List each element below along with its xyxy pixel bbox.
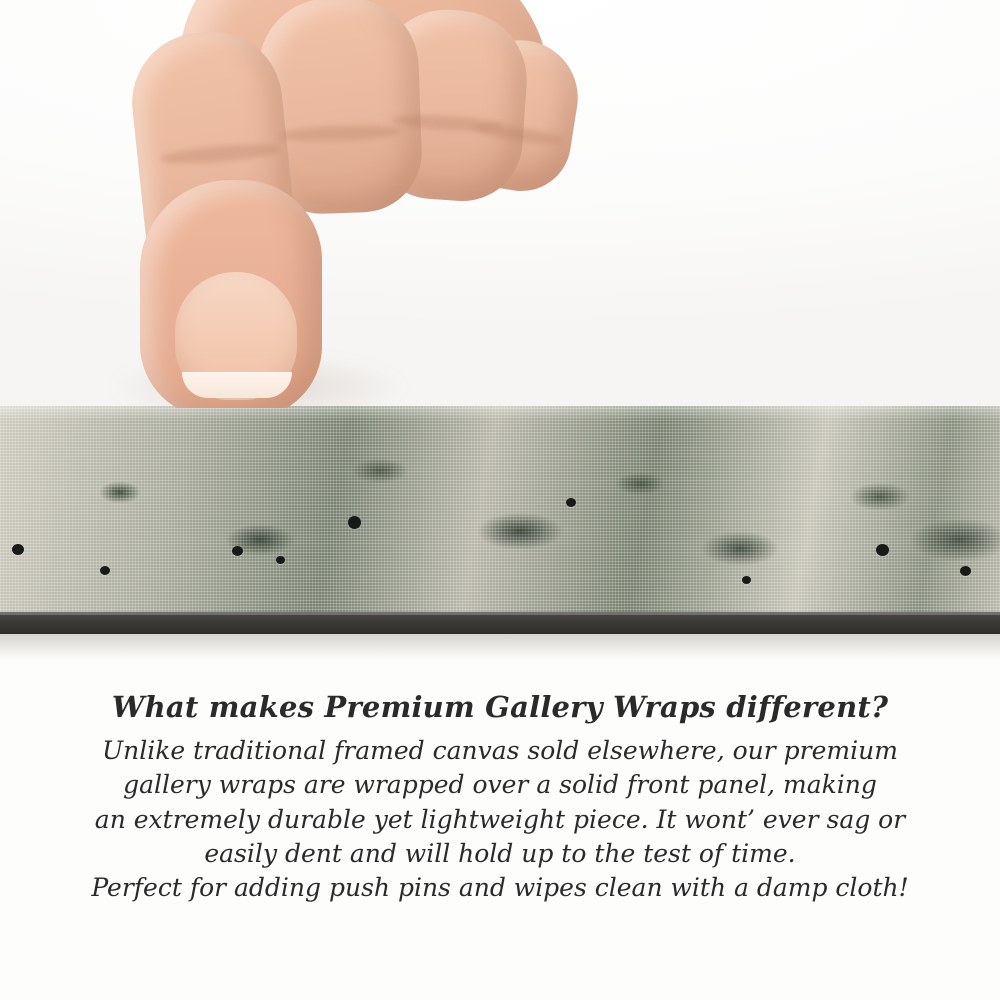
paint-speck (276, 556, 285, 564)
canvas-top-highlight (0, 406, 1000, 420)
caption-line: easily dent and will hold up to the test of time. (204, 838, 796, 868)
paint-speck (232, 546, 243, 556)
paint-speck (100, 566, 110, 575)
paint-speck (960, 566, 971, 576)
caption-heading: What makes Premium Gallery Wraps different? (111, 690, 889, 724)
hand-illustration (120, 0, 560, 408)
paint-speck (566, 498, 576, 507)
paint-speck (12, 544, 24, 555)
caption-line: Unlike traditional framed canvas sold elsewhere, our premium (102, 736, 898, 765)
caption-body (0, 734, 1000, 905)
paint-speck (348, 516, 361, 529)
caption-line: an extremely durable yet lightweight piece. It wont’ ever sag or (94, 804, 906, 834)
paint-speck (742, 576, 751, 584)
canvas-artwork (0, 406, 1000, 622)
paint-speck (876, 544, 889, 556)
caption-line: gallery wraps are wrapped over a solid front panel, making (123, 770, 877, 800)
thumbnail-tip (182, 372, 292, 398)
canvas-artwork-strip (0, 406, 1000, 622)
hand-photo (0, 0, 1000, 408)
thumb (140, 180, 322, 408)
canvas-drop-shadow (0, 634, 1000, 660)
caption-line: Perfect for adding push pins and wipes clean with a damp cloth! (91, 873, 909, 902)
canvas-edge-highlight (0, 612, 1000, 615)
caption-block (0, 690, 1000, 905)
canvas-edge-side (0, 612, 1000, 634)
